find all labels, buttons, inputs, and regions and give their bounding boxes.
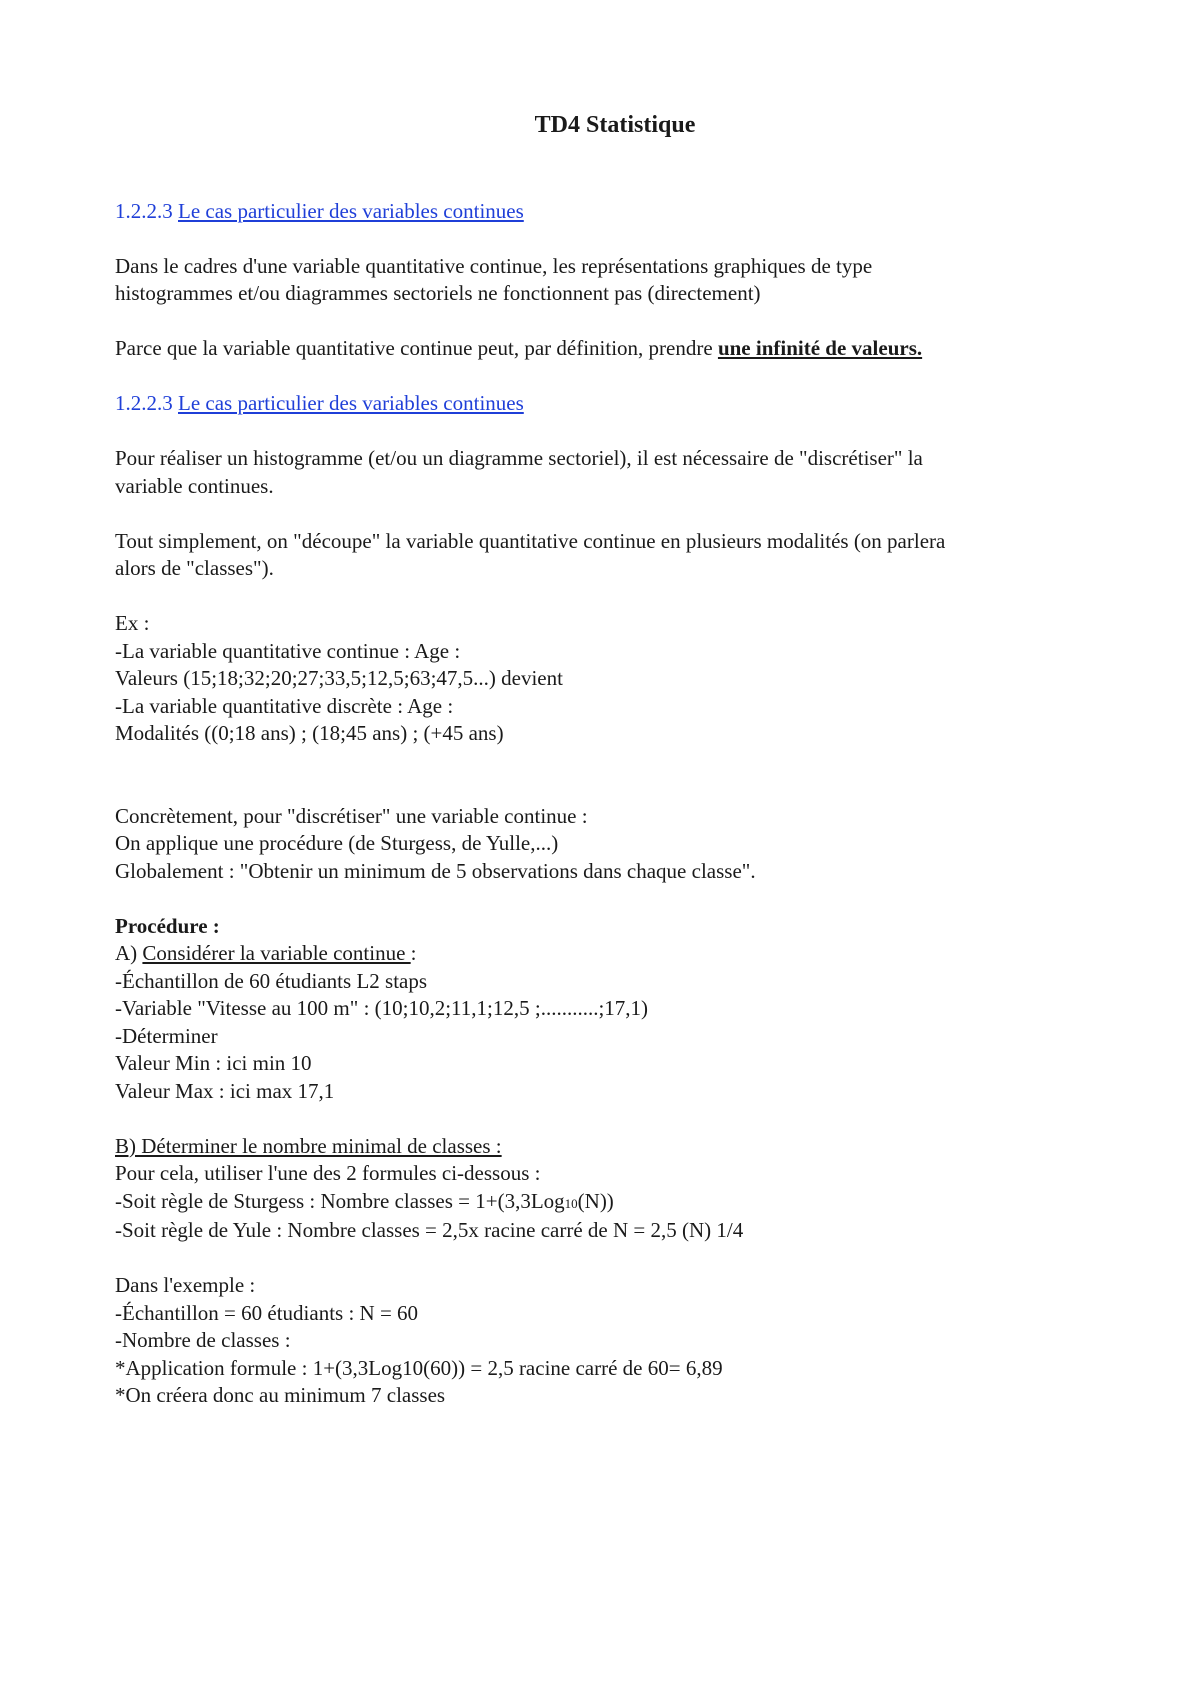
step-a-line-3: -Déterminer [115, 1023, 218, 1048]
paragraph-1-line-1: Dans le cadres d'une variable quantitative continue, les représentations graphiques de type [115, 253, 873, 278]
procedure-step-a [115, 940, 1100, 968]
section-heading-2 [115, 390, 1100, 418]
example-line-2: -La variable quantitative continue : Age : [115, 638, 461, 663]
page-title: TD4 Statistique [534, 112, 696, 138]
paragraph-3-line-1: Pour réaliser un histogramme (et/ou un diagramme sectoriel), il est nécessaire de "discrétiser" la [115, 446, 923, 470]
section-link-2[interactable] [115, 391, 524, 415]
procedure-heading: Procédure : [115, 913, 220, 938]
section-number-2: 1.2.2.3 [115, 391, 173, 415]
sturgess-formula-subscript: 10 [564, 1195, 578, 1211]
sturgess-formula-prefix: -Soit règle de Sturgess : Nombre classes = 1+(3,3Log [115, 1188, 565, 1213]
concrete-line-1: Concrètement, pour "discrétiser" une variable continue : [115, 803, 588, 828]
step-b-line-3: -Soit règle de Yule : Nombre classes = 2,5x racine carré de N = 2,5 (N) 1/4 [115, 1218, 744, 1242]
in-example-line-2: -Échantillon = 60 étudiants : N = 60 [115, 1300, 419, 1325]
section-link-1[interactable] [115, 199, 524, 223]
example-block [115, 610, 1100, 748]
sturgess-formula-suffix: (N)) [577, 1188, 614, 1213]
in-example-line-3: -Nombre de classes : [115, 1328, 291, 1352]
concrete-line-3: Globalement : "Obtenir un minimum de 5 observations dans chaque classe". [115, 858, 756, 883]
in-example-line-4: *Application formule : 1+(3,3Log10(60)) = 2,5 racine carré de 60= 6,89 [115, 1355, 723, 1380]
example-line-5: Modalités ((0;18 ans) ; (18;45 ans) ; (+45 ans) [115, 721, 504, 745]
in-example-line-1: Dans l'exemple : [115, 1273, 256, 1297]
section-number-1: 1.2.2.3 [115, 198, 173, 223]
example-line-4: -La variable quantitative discrète : Age : [115, 693, 454, 718]
section-title-1: Le cas particulier des variables continues [178, 198, 524, 223]
step-a-title: Considérer la variable continue [142, 941, 411, 965]
step-b-title: Déterminer le nombre minimal de classes : [136, 1133, 502, 1158]
paragraph-2-text: Parce que la variable quantitative continue peut, par définition, prendre [115, 336, 718, 360]
step-a-line-5: Valeur Max : ici max 17,1 [115, 1078, 335, 1103]
step-a-line-4: Valeur Min : ici min 10 [115, 1051, 312, 1075]
example-line-3: Valeurs (15;18;32;20;27;33,5;12,5;63;47,5...) devient [115, 666, 563, 690]
concrete-line-2: On applique une procédure (de Sturgess, de Yulle,...) [115, 831, 559, 855]
paragraph-4-line-2: alors de "classes"). [115, 556, 274, 580]
section-title-2: Le cas particulier des variables continues [178, 391, 524, 415]
procedure-block-a [115, 913, 1100, 1106]
section-heading-1 [115, 198, 1100, 226]
paragraph-1-line-2: histogrammes et/ou diagrammes sectoriels ne fonctionnent pas (directement) [115, 281, 761, 305]
step-a-suffix: : [410, 941, 417, 965]
paragraph-1 [115, 253, 1100, 308]
in-example-line-5: *On créera donc au minimum 7 classes [115, 1383, 446, 1407]
step-b-line-1: Pour cela, utiliser l'une des 2 formules ci-dessous : [115, 1161, 541, 1185]
procedure-step-b [115, 1133, 1100, 1161]
step-b-prefix: B) [115, 1133, 136, 1158]
paragraph-2-emphasis: une infinité de valeurs. [717, 336, 923, 360]
paragraph-4-line-1: Tout simplement, on "découpe" la variable quantitative continue en plusieurs modalités (on parlera [115, 528, 946, 553]
example-line-1: Ex : [115, 611, 150, 635]
concrete-block [115, 803, 1100, 886]
step-a-line-2: -Variable "Vitesse au 100 m" : (10;10,2;11,1;12,5 ;...........;17,1) [115, 996, 649, 1020]
step-a-line-1: -Échantillon de 60 étudiants L2 staps [115, 968, 428, 993]
paragraph-4 [115, 528, 1100, 583]
paragraph-3-line-2: variable continues. [115, 473, 274, 498]
paragraph-3 [115, 445, 1100, 500]
step-b-line-2 [115, 1188, 1100, 1218]
in-example-block [115, 1272, 1100, 1410]
procedure-block-b [115, 1133, 1100, 1245]
step-a-prefix: A) [115, 941, 143, 965]
paragraph-2 [115, 335, 1100, 363]
